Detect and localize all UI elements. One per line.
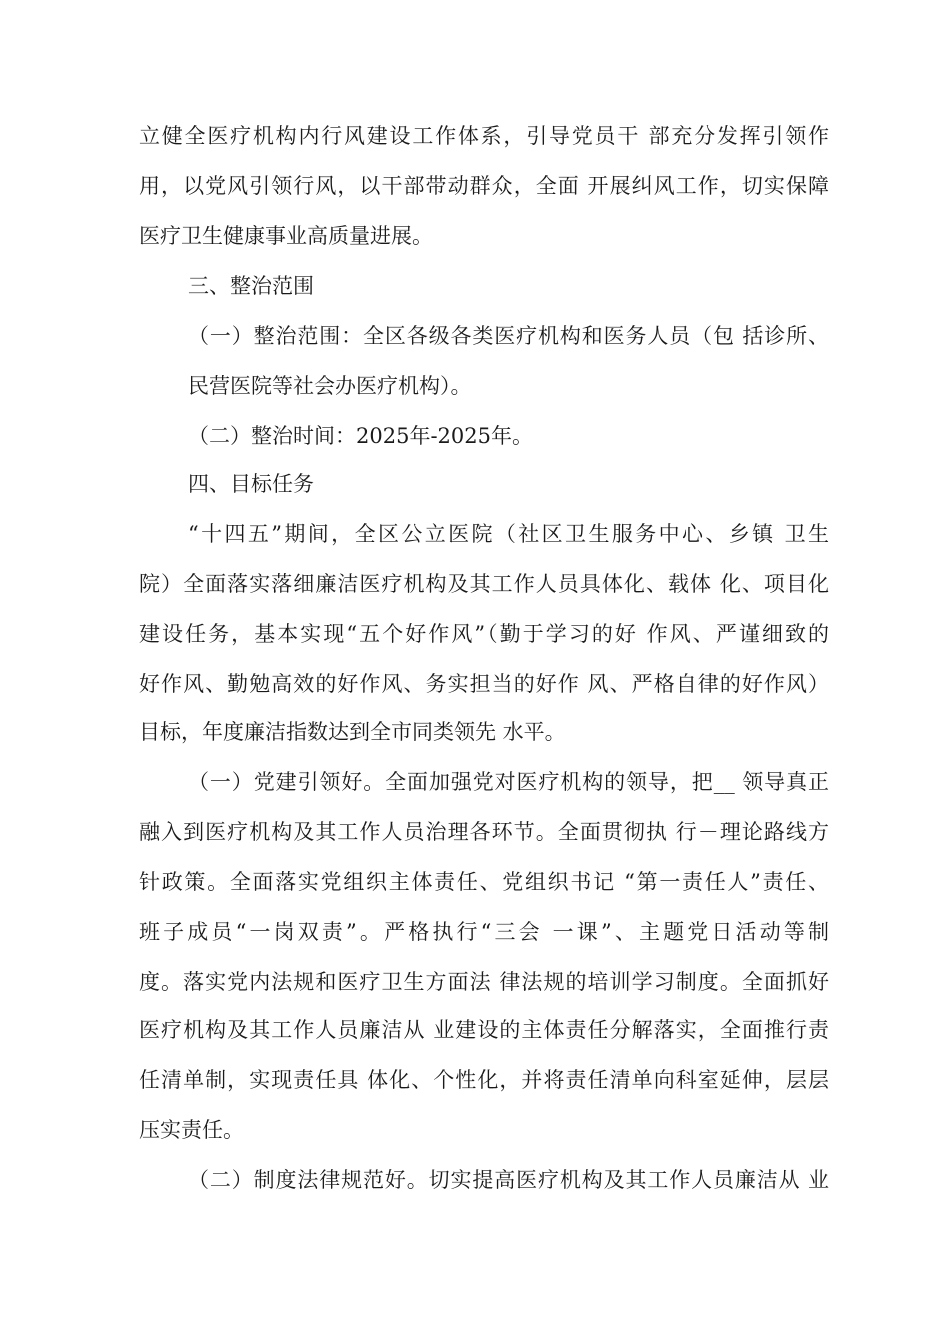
body-text-line: 针政策。全面落实党组织主体责任、党组织书记 “第一责任人”责任、	[139, 870, 829, 894]
body-text-line: 压实责任。	[139, 1118, 244, 1142]
body-text-line: 度。落实党内法规和医疗卫生方面法 律法规的培训学习制度。全面抓好	[139, 970, 829, 994]
body-text-line: （一）党建引领好。全面加强党对医疗机构的领导，把__ 领导真正	[188, 770, 829, 794]
body-text-line: （二）制度法律规范好。切实提高医疗机构及其工作人员廉洁从 业	[188, 1168, 829, 1192]
body-text-line: 任清单制，实现责任具 体化、个性化，并将责任清单向科室延伸，层层	[139, 1068, 829, 1092]
body-text-line: 融入到医疗机构及其工作人员治理各环节。全面贯彻执 行－理论路线方	[139, 820, 829, 844]
body-text-line: 医疗机构及其工作人员廉洁从 业建设的主体责任分解落实，全面推行责	[139, 1018, 829, 1042]
body-text-line: （二）整治时间：2025年-2025年。	[188, 424, 533, 448]
body-text-line: 医疗卫生健康事业高质量进展。	[139, 224, 433, 248]
body-text-line: 建设任务，基本实现“五个好作风”（勤于学习的好 作风、严谨细致的	[139, 622, 829, 646]
section-heading: 四、目标任务	[188, 472, 314, 496]
body-text-line: “十四五”期间，全区公立医院（社区卫生服务中心、乡镇 卫生	[188, 522, 829, 546]
body-text-line: （一）整治范围：全区各级各类医疗机构和医务人员（包 括诊所、	[188, 324, 829, 348]
body-text-line: 民营医院等社会办医疗机构）。	[188, 374, 472, 398]
body-text-line: 院）全面落实落细廉洁医疗机构及其工作人员具体化、载体 化、项目化	[139, 572, 829, 596]
body-text-line: 好作风、勤勉高效的好作风、务实担当的好作 风、严格自律的好作风）	[139, 672, 829, 696]
section-heading: 三、整治范围	[188, 274, 314, 298]
body-text-line: 立健全医疗机构内行风建设工作体系，引导党员干 部充分发挥引领作	[139, 124, 829, 148]
body-text-line: 用，以党风引领行风，以干部带动群众，全面 开展纠风工作，切实保障	[139, 174, 829, 198]
body-text-line: 班子成员“一岗双责”。严格执行“三会 一课”、主题党日活动等制	[139, 920, 829, 944]
body-text-line: 目标，年度廉洁指数达到全市同类领先 水平。	[139, 720, 566, 744]
